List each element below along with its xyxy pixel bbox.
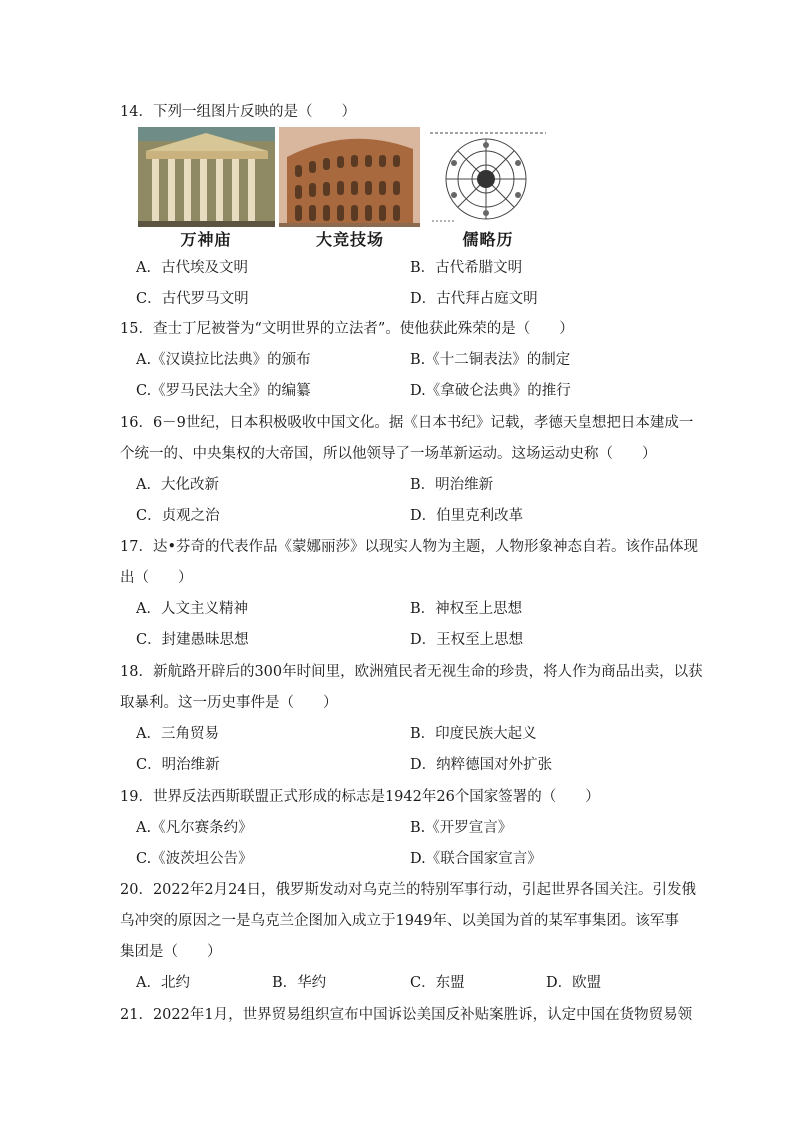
julian-calendar-image <box>424 127 552 227</box>
question-14 <box>120 97 680 128</box>
option-c[interactable]: C．东盟 <box>410 975 465 991</box>
option-a[interactable]: A．三角贸易 <box>136 726 219 742</box>
question-text: 16．6－9世纪，日本积极吸收中国文化。据《日本书纪》记载，孝德天皇想把日本建成一 <box>120 415 694 431</box>
option-b[interactable]: B．明治维新 <box>410 477 494 493</box>
question-text: 乌冲突的原因之一是乌克兰企图加入成立于1949年、以美国为首的某军事集团。该军事 <box>120 913 679 929</box>
colosseum-caption: 大竞技场 <box>315 230 384 249</box>
option-a[interactable]: A．大化改新 <box>136 477 219 493</box>
question-18 <box>120 657 703 781</box>
question-text: 14．下列一组图片反映的是（ ） <box>120 104 356 120</box>
option-b[interactable]: B.《开罗宣言》 <box>410 820 513 836</box>
option-c[interactable]: C．古代罗马文明 <box>136 291 249 307</box>
colosseum-image <box>279 127 420 227</box>
option-d[interactable]: D.《拿破仑法典》的推行 <box>410 383 571 399</box>
option-d[interactable]: D．王权至上思想 <box>410 632 524 648</box>
option-a[interactable]: A．人文主义精神 <box>136 601 248 617</box>
option-d[interactable]: D.《联合国家宣言》 <box>410 851 542 867</box>
option-c[interactable]: C．明治维新 <box>136 757 220 773</box>
option-b[interactable]: B．华约 <box>272 975 327 991</box>
option-d[interactable]: D．纳粹德国对外扩张 <box>410 757 553 773</box>
question-text: 19．世界反法西斯联盟正式形成的标志是1942年26个国家签署的（ ） <box>120 789 600 805</box>
calendar-caption: 儒略历 <box>462 230 514 249</box>
question-text: 21．2022年1月，世界贸易组织宣布中国诉讼美国反补贴案胜诉，认定中国在货物贸易领 <box>120 1007 693 1023</box>
question-text: 出（ ） <box>120 570 193 586</box>
option-d[interactable]: D．古代拜占庭文明 <box>410 291 538 307</box>
pantheon-caption: 万神庙 <box>180 230 232 249</box>
option-a[interactable]: A．北约 <box>136 975 190 991</box>
question-20 <box>120 875 697 999</box>
question-text: 个统一的、中央集权的大帝国，所以他领导了一场革新运动。这场运动史称（ ） <box>120 446 657 462</box>
option-a[interactable]: A.《凡尔赛条约》 <box>136 820 253 836</box>
option-c[interactable]: C．封建愚昧思想 <box>136 632 249 648</box>
question-text: 取暴利。这一历史事件是（ ） <box>120 695 338 711</box>
option-c[interactable]: C．贞观之治 <box>136 508 220 524</box>
question-text: 20．2022年2月24日，俄罗斯发动对乌克兰的特别军事行动，引起世界各国关注。引发俄 <box>120 882 697 898</box>
question-text: 18．新航路开辟后的300年时间里，欧洲殖民者无视生命的珍贵，将人作为商品出卖，以获 <box>120 664 703 680</box>
option-b[interactable]: B.《十二铜表法》的制定 <box>410 352 571 368</box>
option-d[interactable]: D．伯里克利改革 <box>410 508 524 524</box>
pantheon-image <box>138 127 275 227</box>
question-19 <box>120 782 680 875</box>
option-c[interactable]: C.《波茨坦公告》 <box>136 851 253 867</box>
question-16 <box>120 408 694 532</box>
option-c[interactable]: C.《罗马民法大全》的编纂 <box>136 383 311 399</box>
option-b[interactable]: B．古代希腊文明 <box>410 260 523 276</box>
option-a[interactable]: A．古代埃及文明 <box>136 260 248 276</box>
question-14-images <box>138 127 558 249</box>
question-text: 集团是（ ） <box>120 944 222 960</box>
option-b[interactable]: B．神权至上思想 <box>410 601 523 617</box>
question-21 <box>120 1000 693 1031</box>
option-d[interactable]: D．欧盟 <box>546 975 602 991</box>
question-text: 15．查士丁尼被誉为“文明世界的立法者”。使他获此殊荣的是（ ） <box>120 321 574 337</box>
option-a[interactable]: A.《汉谟拉比法典》的颁布 <box>136 352 311 368</box>
question-15 <box>120 314 680 407</box>
question-text: 17．达•芬奇的代表作品《蒙娜丽莎》以现实人物为主题，人物形象神态自若。该作品体现 <box>120 539 698 555</box>
option-b[interactable]: B．印度民族大起义 <box>410 726 537 742</box>
question-17 <box>120 532 698 656</box>
question-14-options <box>120 253 680 315</box>
